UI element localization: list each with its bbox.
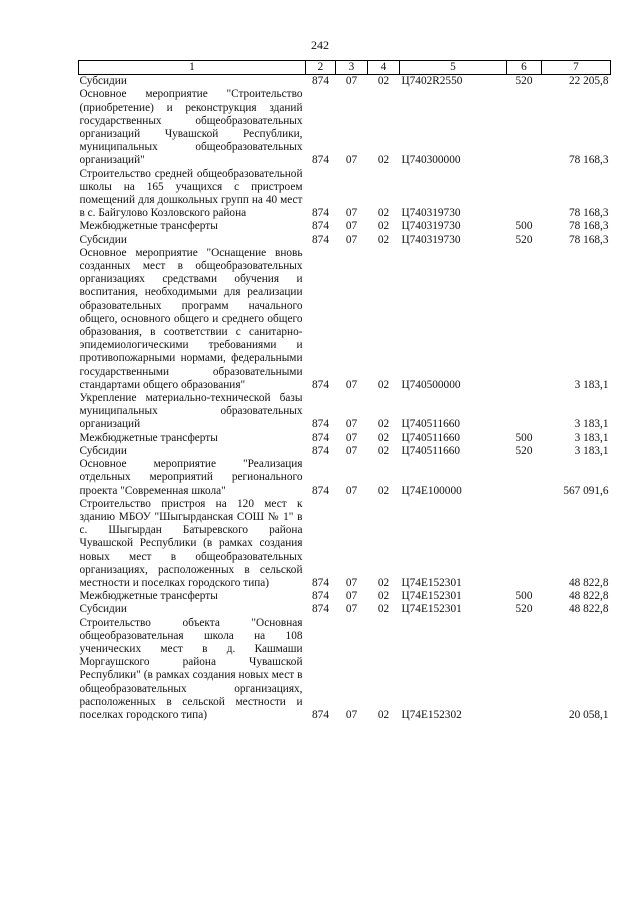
- row-col-5: Ц74Е100000: [401, 484, 462, 497]
- row-col-6: [507, 168, 542, 221]
- row-col-3: 07: [345, 207, 358, 220]
- row-col-4: 02: [377, 590, 390, 603]
- row-col-7: 3 183,1: [574, 444, 609, 457]
- column-header-1: 1: [79, 61, 306, 75]
- row-col-2: 874: [312, 75, 329, 88]
- row-col-6: [507, 392, 542, 432]
- row-name: Субсидии: [79, 603, 127, 616]
- table-row: [79, 88, 611, 167]
- table-body: [79, 75, 611, 722]
- row-col-3: 07: [345, 233, 358, 246]
- table-row: [79, 458, 611, 498]
- row-col-3: 07: [345, 576, 358, 589]
- row-col-5: Ц74Е152301: [401, 590, 462, 603]
- row-col-2: 874: [312, 418, 329, 431]
- row-col-2: 874: [312, 603, 329, 616]
- column-header-row: [79, 61, 611, 75]
- row-name: Основное мероприятие "Реализация отдельных мероприятий регионального проекта "Современная школа": [79, 458, 303, 497]
- row-name: Строительство пристроя на 120 мест к зданию МБОУ "Шыгырданская СОШ № 1" в с. Шыгырдан Батыревского района Чувашской Республики (в рамках создания новых мест в общеобразовательных организациях, расположенных в сельской местности и поселках городского типа): [79, 497, 303, 589]
- row-col-2: 874: [312, 576, 329, 589]
- row-col-3: 07: [345, 444, 358, 457]
- row-col-4: 02: [377, 233, 390, 246]
- table-row: [79, 168, 611, 221]
- table-row: [79, 247, 611, 392]
- row-col-7: 48 822,8: [568, 603, 609, 616]
- row-col-2: 874: [312, 220, 329, 233]
- row-col-3: 07: [345, 484, 358, 497]
- row-col-5: Ц740319730: [401, 233, 461, 246]
- row-col-6: 520: [515, 603, 533, 616]
- row-col-2: 874: [312, 207, 329, 220]
- row-col-2: 874: [312, 708, 329, 721]
- row-name: Межбюджетные трансферты: [79, 431, 218, 444]
- row-name: Субсидии: [79, 233, 127, 246]
- row-col-2: 874: [312, 484, 329, 497]
- row-col-5: Ц740300000: [401, 154, 461, 167]
- row-name: Строительство объекта "Основная общеобразовательная школа на 108 ученических мест в д. Кашмаши Моргаушского района Чувашской Республики" (в рамках создания новых мест в общеобразовательных организациях, расположенных в сельской местности и поселках городского типа): [79, 616, 303, 721]
- row-col-7: 48 822,8: [568, 590, 609, 603]
- table-row: [79, 498, 611, 590]
- row-col-2: 874: [312, 154, 329, 167]
- table-row: [79, 590, 611, 603]
- row-name: Субсидии: [79, 444, 127, 457]
- row-col-3: 07: [345, 603, 358, 616]
- row-col-4: 02: [377, 418, 390, 431]
- row-col-6: 520: [515, 233, 533, 246]
- row-name: Субсидии: [79, 75, 127, 88]
- row-col-7: 48 822,8: [568, 576, 609, 589]
- row-col-6: [507, 617, 542, 723]
- row-col-4: 02: [377, 484, 390, 497]
- row-col-7: 567 091,6: [563, 484, 609, 497]
- row-col-3: 07: [345, 431, 358, 444]
- row-col-3: 07: [345, 708, 358, 721]
- row-col-5: Ц740511660: [401, 431, 461, 444]
- row-col-4: 02: [377, 576, 390, 589]
- row-col-3: 07: [345, 154, 358, 167]
- row-col-3: 07: [345, 75, 358, 88]
- row-col-5: Ц740319730: [401, 207, 461, 220]
- row-col-5: Ц74Е152301: [401, 576, 462, 589]
- row-col-5: Ц740500000: [401, 378, 461, 391]
- row-col-4: 02: [377, 154, 390, 167]
- row-col-4: 02: [377, 708, 390, 721]
- table-row: [79, 220, 611, 233]
- table-row: [79, 617, 611, 723]
- row-col-5: Ц74Е152301: [401, 603, 462, 616]
- row-col-7: 3 183,1: [574, 431, 609, 444]
- row-col-4: 02: [377, 431, 390, 444]
- row-col-5: Ц740319730: [401, 220, 461, 233]
- row-col-3: 07: [345, 378, 358, 391]
- budget-table: [78, 60, 611, 722]
- row-col-5: Ц740511660: [401, 418, 461, 431]
- row-col-4: 02: [377, 378, 390, 391]
- row-col-6: 500: [515, 590, 533, 603]
- row-col-2: 874: [312, 233, 329, 246]
- row-col-7: 3 183,1: [574, 418, 609, 431]
- table-row: [79, 432, 611, 445]
- table-row: [79, 75, 611, 89]
- row-name: Межбюджетные трансферты: [79, 590, 218, 603]
- column-header-7: 7: [542, 61, 611, 75]
- row-col-6: [507, 458, 542, 498]
- column-header-6: 6: [507, 61, 542, 75]
- row-col-6: 500: [515, 431, 533, 444]
- row-col-4: 02: [377, 75, 390, 88]
- row-col-6: 520: [515, 444, 533, 457]
- row-col-7: 3 183,1: [574, 378, 609, 391]
- row-col-7: 78 168,3: [568, 233, 609, 246]
- row-col-6: [507, 247, 542, 392]
- row-col-7: 78 168,3: [568, 207, 609, 220]
- table-row: [79, 603, 611, 616]
- row-col-6: [507, 498, 542, 590]
- row-col-2: 874: [312, 444, 329, 457]
- table-row: [79, 234, 611, 247]
- table-row: [79, 392, 611, 432]
- row-name: Строительство средней общеобразовательной школы на 165 учащихся с пристроем помещений для дошкольных групп на 40 мест в с. Байгулово Козловского района: [79, 167, 303, 220]
- column-header-2: 2: [306, 61, 336, 75]
- row-name: Основное мероприятие "Строительство (приобретение) и реконструкция зданий государственных общеобразовательных организаций Чувашской Республики, муниципальных общеобразовательных организаций": [79, 88, 303, 167]
- row-col-5: Ц740511660: [401, 444, 461, 457]
- row-col-4: 02: [377, 444, 390, 457]
- row-col-2: 874: [312, 378, 329, 391]
- row-col-3: 07: [345, 418, 358, 431]
- column-header-4: 4: [368, 61, 400, 75]
- row-col-2: 874: [312, 590, 329, 603]
- row-col-7: 78 168,3: [568, 220, 609, 233]
- row-col-4: 02: [377, 603, 390, 616]
- column-header-3: 3: [336, 61, 368, 75]
- row-col-3: 07: [345, 590, 358, 603]
- row-col-7: 20 058,1: [568, 708, 609, 721]
- row-col-6: [507, 88, 542, 167]
- row-name: Основное мероприятие "Оснащение вновь созданных мест в общеобразовательных организациях средствами обучения и воспитания, необходимыми для реализации образовательных программ начального общего, основного общего и среднего общего образования, в соответствии с санитарно-эпидемиологическими требованиями и противопожарными нормами, федеральными государственными образовательными стандартами общего образования": [79, 246, 303, 391]
- table-row: [79, 445, 611, 458]
- page-number: 242: [311, 38, 329, 52]
- row-col-4: 02: [377, 207, 390, 220]
- row-name: Межбюджетные трансферты: [79, 220, 218, 233]
- row-col-2: 874: [312, 431, 329, 444]
- row-col-5: Ц7402R2550: [401, 75, 463, 88]
- row-col-6: 520: [515, 75, 533, 88]
- row-col-7: 78 168,3: [568, 154, 609, 167]
- row-col-4: 02: [377, 220, 390, 233]
- row-col-3: 07: [345, 220, 358, 233]
- row-col-5: Ц74Е152302: [401, 708, 462, 721]
- column-header-5: 5: [400, 61, 507, 75]
- row-name: Укрепление материально-технической базы муниципальных образовательных организаций: [79, 392, 303, 431]
- row-col-7: 22 205,8: [568, 75, 609, 88]
- row-col-6: 500: [515, 220, 533, 233]
